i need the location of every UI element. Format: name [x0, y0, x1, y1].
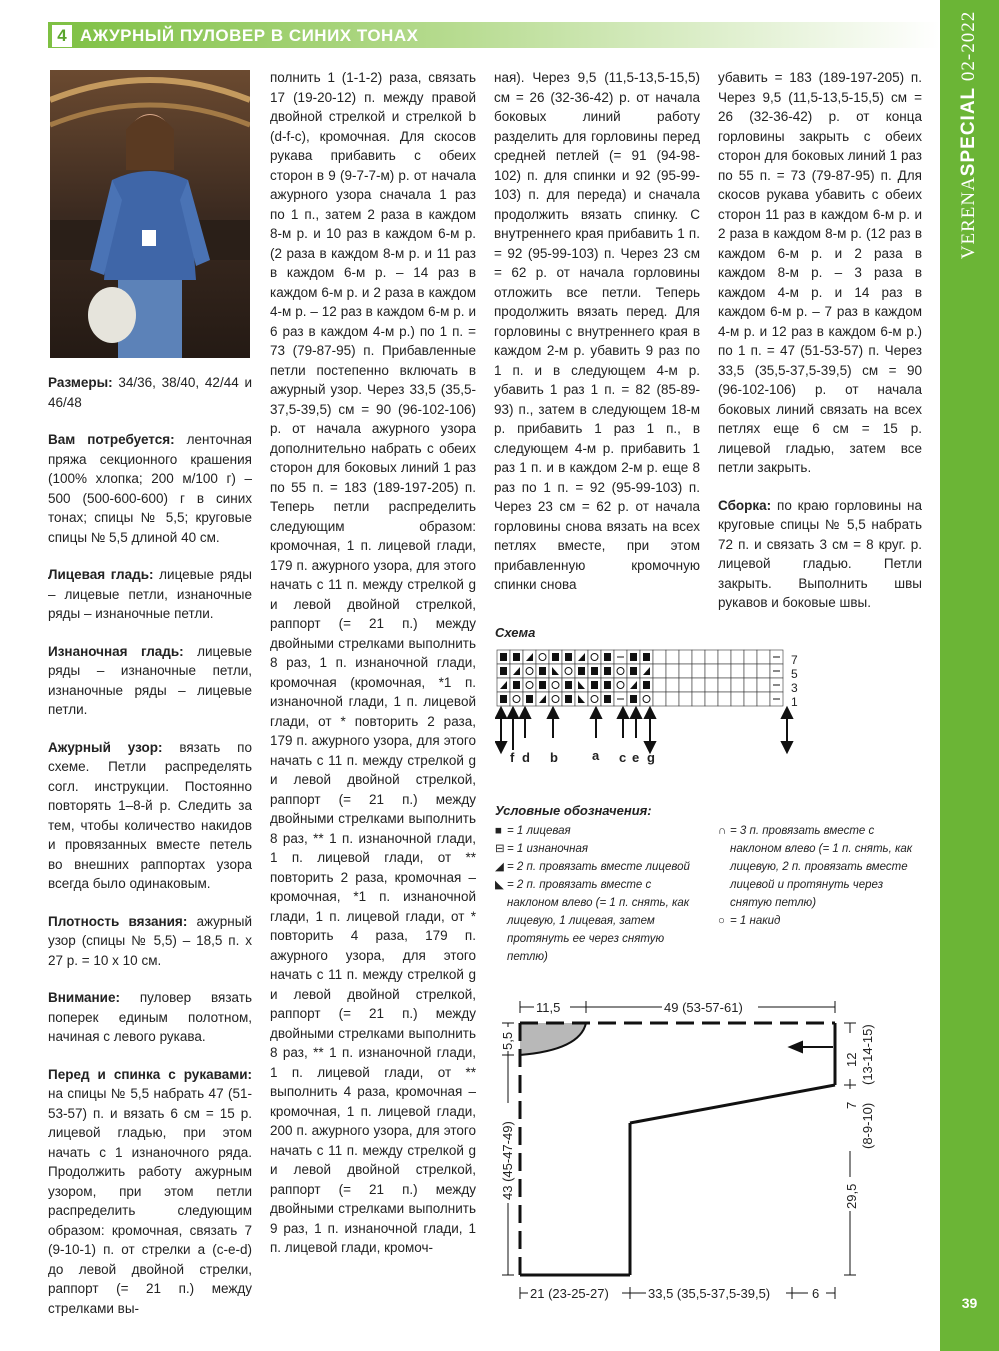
chart-cell: [679, 664, 692, 678]
legend-knit: ■ = 1 лицевая: [495, 822, 695, 840]
paragraph-col4-continued: убавить = 183 (189-197-205) п. Через 9,5 (11,5-13,5-15,5) см = 26 (32-36-42) р. от конца горловины закрыть с обеих сторон для боковых линий 1 раз по 55 п. = 73 (79-87-95) п. Для скосов рукава убавить с обеих сторон 11 раз в каждом 6-м р. и 2 раза в каждом 8-м р. (12 раз в каждом 6-м р. и 2 раза в каждом 8-м р. – 3 раза в каждом 4-м р. и 14 раз в каждом 6-м р. – 7 раз в каждом 4-м р. и 12 раз в каждом 6-м р.) по 1 п. = 47 (51-53-57) п. Через 33,5 (35,5-37,5-39,5) см = 90 (96-102-106) р. от начала боковых линий связать на всех петлях еще 6 см = 15 р. лицевой гладью, затем все петли закрыть.: [718, 70, 922, 475]
chart-stitch-symbol: [604, 667, 611, 675]
arrow-label-f: f: [510, 750, 515, 765]
chart-cell: [653, 678, 666, 692]
chart-cell: [692, 692, 705, 706]
purl-stitch-icon: ⊟: [495, 843, 505, 855]
model-photo: [50, 70, 250, 358]
chart-cell: [666, 678, 679, 692]
chart-stitch-symbol: [500, 695, 507, 703]
chart-stitch-symbol: [591, 681, 598, 689]
direction-arrow: [790, 1042, 833, 1052]
dim-top-right: 49 (53-57-61): [664, 1000, 743, 1015]
dim-bottom-2: 33,5 (35,5-37,5-39,5): [648, 1286, 771, 1301]
paragraph-gauge: Плотность вязания: ажурный узор (спицы № 5,5) – 18,5 п. х 27 р. = 10 х 10 см.: [48, 913, 252, 968]
chart-cell: [614, 664, 627, 678]
chart-cell: [757, 692, 770, 706]
text-column-2: [270, 68, 476, 1276]
chart-cell: [666, 650, 679, 664]
chart-cell: [523, 664, 536, 678]
chart-cell: [562, 664, 575, 678]
dim-right-2b: (8-9-10): [860, 1102, 875, 1149]
chart-grid: [497, 650, 783, 706]
chart-title: Схема: [495, 625, 536, 640]
knit-stitch-icon: ■: [495, 825, 502, 837]
chart-stitch-symbol: [539, 681, 546, 689]
chart-stitch-symbol: [500, 653, 507, 661]
dim-right-1: 12: [844, 1052, 859, 1067]
chart-cell: [705, 678, 718, 692]
row-number-7: 7: [791, 653, 798, 667]
chart-cell: [614, 678, 627, 692]
chart-stitch-symbol: [630, 695, 637, 703]
dim-bottom-3: 6: [812, 1286, 820, 1301]
paragraph-materials: Вам потребуется: ленточная пряжа секционного крашения (100% хлопка; 200 м/100 г) – 500 (500-600-600) г в синих тонах; спицы № 5,5; круговые спицы № 5,5 длиной 40 см.: [48, 432, 252, 545]
chart-cell: [549, 692, 562, 706]
arrow-label-g: g: [647, 750, 655, 765]
chart-cell: [679, 678, 692, 692]
chart-stitch-symbol: [565, 653, 572, 661]
diagram-shape: [520, 1023, 835, 1275]
dim-top-left: 11,5: [536, 1000, 561, 1015]
chart-cell: [523, 678, 536, 692]
chart-stitch-symbol: [643, 653, 650, 661]
pattern-diagram: [490, 995, 890, 1315]
chart-cell: [744, 692, 757, 706]
chart-stitch-symbol: [604, 653, 611, 661]
arrow-label-c: c: [619, 750, 627, 765]
text-column-3: [494, 68, 700, 613]
chart-stitch-symbol: [643, 681, 650, 689]
legend-ssk: ◣ = 2 п. провязать вместе с наклоном влево (= 1 п. снять, как лицевую, 1 лицевая, затем протянуть ее через снятую петлю): [495, 876, 695, 966]
legend-k2tog: ◢ = 2 п. провязать вместе лицевой: [495, 858, 695, 876]
text-column-1: [48, 373, 252, 1336]
chart-stitch-symbol: [578, 667, 585, 675]
chart-stitch-symbol: [565, 695, 572, 703]
sk2p-icon: ∩: [718, 825, 727, 837]
arrow-d: [508, 708, 518, 750]
chart-cell: [731, 692, 744, 706]
chart-cell: [653, 650, 666, 664]
chart-cell: [640, 692, 653, 706]
chart-cell: [666, 692, 679, 706]
chart-cell: [666, 664, 679, 678]
chart-cell: [744, 664, 757, 678]
chart-cell: [718, 678, 731, 692]
chart-stitch-symbol: [604, 695, 611, 703]
page-number: 39: [961, 1295, 978, 1311]
article-number: 4: [52, 25, 72, 47]
arrow-g: [645, 708, 655, 752]
yarn-over-icon: ○: [718, 915, 725, 927]
dim-left-top: 5,5: [500, 1031, 515, 1050]
chart-cell: [705, 692, 718, 706]
chart-cell: [549, 678, 562, 692]
chart-cell: [692, 678, 705, 692]
chart-cell: [718, 664, 731, 678]
chart-stitch-symbol: [539, 667, 546, 675]
chart-row-numbers: [791, 653, 798, 709]
arrow-label-d: d: [522, 750, 530, 765]
chart-cell: [718, 650, 731, 664]
chart-cell: [692, 650, 705, 664]
k2tog-icon: ◢: [495, 861, 504, 873]
legend-purl: ⊟ = 1 изнаночная: [495, 840, 695, 858]
chart-stitch-symbol: [500, 667, 507, 675]
arrow-c: [618, 708, 628, 738]
paragraph-front-back: Перед и спинка с рукавами: на спицы № 5,5 набрать 47 (51-53-57) п. и вязать 6 см = 15 р. лицевой гладью, при этом начать с 1 изнаночного ряда. Продолжить работу ажурным узором, при этом петли распределить следующим образом: кромочная, связать 7 (9-10-1) п. от стрелки a (c-e-d) до левой двойной стрелки, раппорт (= 21 п.) между стрелками вы-: [48, 1066, 252, 1316]
legend-right: [718, 822, 923, 930]
arrow-b2: [548, 708, 558, 738]
chart-stitch-symbol: [630, 667, 637, 675]
arrow-a: [591, 708, 601, 738]
row-number-1: 1: [791, 695, 798, 709]
dim-right-1b: (13-14-15): [860, 1024, 875, 1085]
arrow-e: [631, 708, 641, 738]
chart-stitch-symbol: [591, 667, 598, 675]
chart-cell: [536, 650, 549, 664]
chart-stitch-symbol: [526, 695, 533, 703]
arrow-f: [496, 708, 506, 752]
chart-cell: [653, 692, 666, 706]
chart-cell: [744, 678, 757, 692]
magazine-brand: VERENASPECIAL 02-2022: [958, 10, 979, 260]
chart-stitch-symbol: [552, 653, 559, 661]
paragraph-attention: Внимание: пуловер вязать поперек единым полотном, начиная с левого рукава.: [48, 990, 252, 1044]
paragraph-reverse-stockinette: Изнаночная гладь: лицевые ряды – изнаночные петли, изнаночные ряды – лицевые петли.: [48, 643, 252, 717]
chart-cell: [679, 650, 692, 664]
paragraph-sizes: Размеры: 34/36, 38/40, 42/44 и 46/48: [48, 375, 252, 410]
knitting-chart: [495, 648, 815, 768]
chart-stitch-symbol: [513, 653, 520, 661]
arrow-label-a: a: [592, 748, 600, 763]
chart-stitch-symbol: [604, 681, 611, 689]
paragraph-col3: ная). Через 9,5 (11,5-13,5-15,5) см = 26 (32-36-42) р. от начала боковых линий работу разделить для горловины перед средней петлей (= 91 (94-98-102) п. для спинки и 92 (95-99-103) п. для переда) и сначала продолжить вязать спинку. С внутреннего края прибавить 1 п. = 92 (95-99-103) п. Через 23 см = 62 р. от начала горловины отложить все петли. Теперь продолжить вязать перед. Для горловины с внутреннего края в каждом 2-м р. убавить 9 раз по 1 п. и в следующем 4-м р. убавить 1 раз 1 п. = 82 (85-89-93) п., затем в следующем 18-м р. прибавить 1 раз 1 п., в следующем 4-м р. прибавить 1 раз 1 п. и в каждом 2-м р. еще 8 раз по 1 п. = 92 (95-99-103) п. Через 23 см = 62 р. от начала горловины снова вязать на всех петлях вместе, при этом прибавленную кромочную спинки снова: [494, 70, 700, 592]
chart-cell: [653, 664, 666, 678]
paragraph-lace-pattern: Ажурный узор: вязать по схеме. Петли распределять согл. инструкции. Постоянно повторять 1–8-й р. Следить за тем, чтобы количество накидов и провязанных вместе петель во внешних раппортах узора всегда было одинаковым.: [48, 739, 252, 891]
chart-cell: [588, 650, 601, 664]
chart-cell: [705, 664, 718, 678]
legend-left: [495, 822, 695, 966]
chart-cell: [718, 692, 731, 706]
chart-stitch-symbol: [513, 681, 520, 689]
chart-arrow-labels: [510, 748, 655, 765]
arrow-label-e: e: [632, 750, 640, 765]
paragraph-stockinette: Лицевая гладь: лицевые ряды – лицевые петли, изнаночные ряды – изнаночные петли.: [48, 567, 252, 621]
chart-cell: [510, 692, 523, 706]
arrow-right-double: [782, 708, 792, 752]
dim-right-2: 7: [844, 1101, 859, 1109]
article-title: АЖУРНЫЙ ПУЛОВЕР В СИНИХ ТОНАХ: [80, 26, 419, 45]
chart-cell: [705, 650, 718, 664]
chart-cell: [731, 664, 744, 678]
text-column-4: [718, 68, 922, 631]
chart-stitch-symbol: [630, 653, 637, 661]
row-number-5: 5: [791, 667, 798, 681]
chart-stitch-symbol: [565, 681, 572, 689]
chart-cell: [757, 664, 770, 678]
ssk-icon: ◣: [495, 879, 504, 891]
chart-cell: [731, 678, 744, 692]
paragraph-col2: полнить 1 (1-1-2) раза, связать 17 (19-20-12) п. между правой двойной стрелкой и стрелкой b (d-f-c), кромочная. Для скосов рукава прибавить с обеих сторон в 9 (9-7-7-м) р. от начала ажурного узора сначала 1 раз по 1 п., затем 2 раза в каждом 8-м р. и 10 раз в каждом 6-м р. (2 раза в каждом 8-м р. и 11 раз в каждом 6-м р. – 14 раз в каждом 6-м р. и 2 раза в каждом 4-м р. – 12 раз в каждом 6-м р. и 6 раз в каждом 4-м р.) по 1 п. = 73 (79-87-95) п. Прибавленные петли постепенно включать в ажурный узор. Через 33,5 (35,5-37,5-39,5) см = 90 (96-102-106) р. от начала ажурного узора дополнительно набрать с обеих сторон для боковых линий 1 раз по 55 п. = 183 (189-197-205) п. Теперь петли распределить следующим образом: кромочная, 1 п. лицевой глади, 179 п. ажурного узора, для этого начать с 11 п. между стрелкой g и левой двойной стрелкой, раппорт (= 21 п.) между двойными стрелками выполнить 8 раз, 1 п. изнаночной глади, кромочная (кромочная, *1 п. изнаночной глади, 1 п. лицевой глади, от * повторить 2 раза, 179 п. ажурного узора, для этого начать с 11 п. между стрелкой g и левой двойной стрелкой, раппорт (= 21 п.) между двойными стрелками выполнить 8 раз, ** 1 п. изнаночной глади, 1 п. лицевой глади, от ** повторить 2 раза, кромочная – кромочная, *1 п. изнаночной глади, 1 п. лицевой глади, от * повторить 4 раза, 179 п. ажурного узора, для этого начать с 11 п. между стрелкой g и левой двойной стрелкой, раппорт (= 21 п.) между двойными стрелками выполнить 8 раз, ** 1 п. изнаночной глади, 1 п. лицевой глади, от ** выполнить 4 раза, кромочная – кромочная, 1 п. лицевой глади, 200 п. ажурного узора, для этого начать с 11 п. между стрелкой g и левой двойной стрелкой, раппорт (= 21 п.) между двойными стрелками выполнить 9 раз, 1 п. изнаночной глади, 1 п. лицевой глади, кромоч-: [270, 70, 476, 1255]
chart-cell: [588, 692, 601, 706]
arrow-label-b: b: [550, 750, 558, 765]
dim-bottom-1: 21 (23-25-27): [530, 1286, 609, 1301]
chart-cell: [679, 692, 692, 706]
paragraph-assembly: Сборка: по краю горловины на круговые спицы № 5,5 набрать 72 п. и связать 3 см = 8 круг. р. лицевой гладью. Петли закрыть. Выполнить швы рукавов и боковые швы.: [718, 497, 922, 610]
row-number-3: 3: [791, 681, 798, 695]
legend-yarn-over: ○ = 1 накид: [718, 912, 923, 930]
legend-title: Условные обозначения:: [495, 803, 652, 818]
sleeve-bottom-edge: [630, 1085, 835, 1123]
chart-cell: [731, 650, 744, 664]
dim-right-3: 29,5: [844, 1183, 859, 1209]
chart-cell: [744, 650, 757, 664]
chart-cell: [692, 664, 705, 678]
dim-left-main: 43 (45-47-49): [500, 1121, 515, 1200]
chart-cell: [757, 650, 770, 664]
arrow-b: [520, 708, 530, 738]
chart-cell: [757, 678, 770, 692]
legend-sk2p: ∩ = 3 п. провязать вместе с наклоном влево (= 1 п. снять, как лицевую, 2 п. провязать вместе лицевой и протянуть через снятую петлю): [718, 822, 923, 912]
chart-arrows: [496, 708, 792, 752]
